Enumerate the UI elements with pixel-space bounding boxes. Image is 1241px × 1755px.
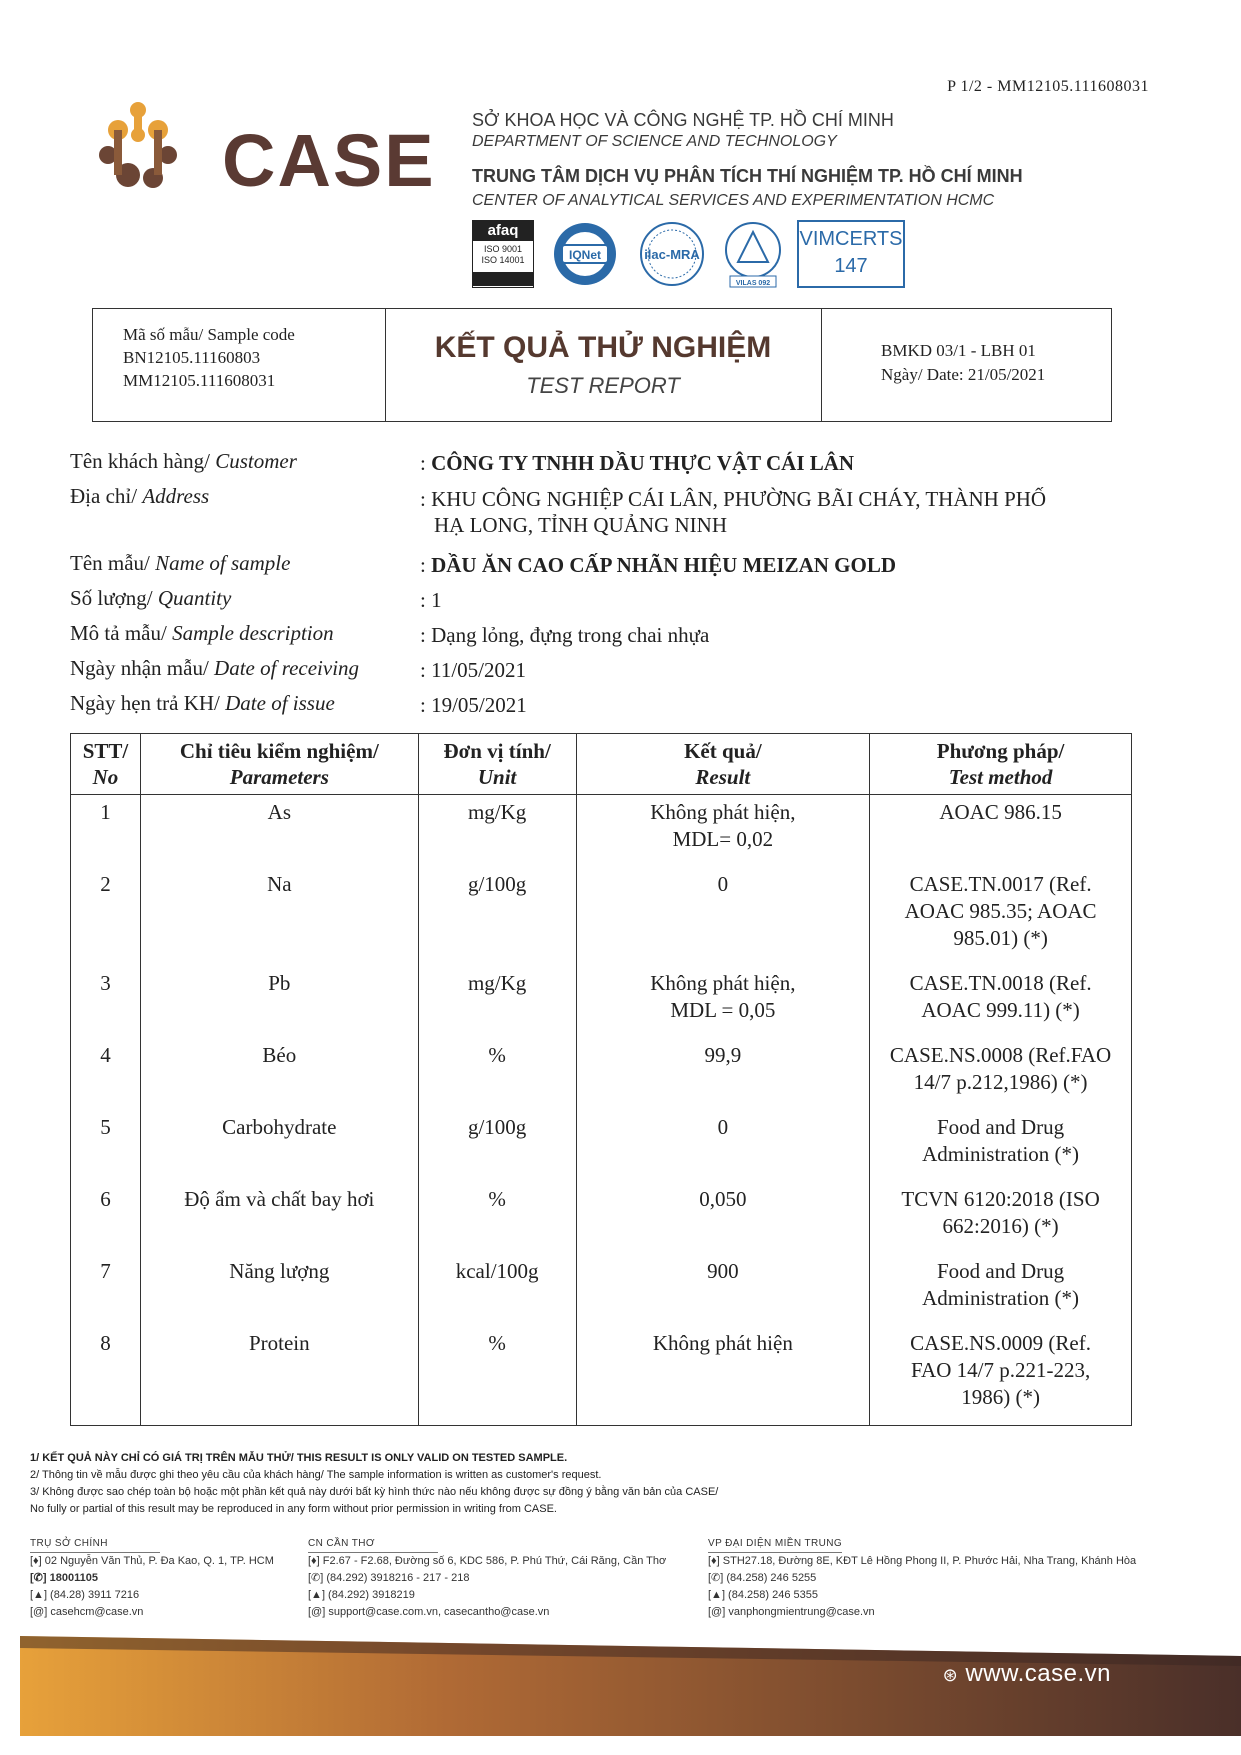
customer-value: : CÔNG TY TNHH DẦU THỰC VẬT CÁI LÂN — [420, 451, 855, 475]
office-email: [@] support@case.com.vn, casecantho@case.vn — [308, 1606, 550, 1618]
sample-code-1: BN12105.11160803 — [123, 348, 261, 367]
afaq-label: afaq — [473, 221, 533, 241]
sample-code-block — [123, 323, 295, 392]
header-parameters-en: Parameters — [229, 765, 329, 789]
quantity-label-vi: Số lượng/ — [70, 586, 153, 610]
sample-label-en: Name of sample — [155, 551, 291, 575]
cell-parameter: Năng lượng — [140, 1254, 418, 1326]
vilas-label: VILAS 092 — [735, 280, 771, 287]
cell-method: CASE.NS.0008 (Ref.FAO 14/7 p.212,1986) (*) — [870, 1038, 1132, 1110]
cell-no: 5 — [71, 1110, 141, 1182]
org-line-1: SỞ KHOA HỌC VÀ CÔNG NGHỆ TP. HỒ CHÍ MINH — [472, 110, 894, 130]
cell-method: TCVN 6120:2018 (ISO 662:2016) (*) — [870, 1182, 1132, 1254]
office-line: [✆] (84.292) 3918216 - 217 - 218 — [308, 1572, 470, 1584]
afaq-cert-icon — [472, 220, 534, 288]
address-label-vi: Địa chỉ/ — [70, 484, 138, 508]
sample-label-vi: Tên mẫu/ — [70, 551, 150, 575]
cell-result: Không phát hiện, MDL= 0,02 — [576, 795, 870, 868]
description-label-vi: Mô tả mẫu/ — [70, 621, 167, 645]
cell-unit: mg/Kg — [418, 795, 576, 868]
cell-parameter: Na — [140, 867, 418, 966]
table-row — [71, 1038, 1132, 1110]
issue-label-en: Date of issue — [225, 691, 335, 715]
customer-label — [70, 449, 297, 474]
table-row — [71, 1110, 1132, 1182]
form-info-block — [881, 339, 1045, 387]
cell-result: 0,050 — [576, 1182, 870, 1254]
report-date: Ngày/ Date: 21/05/2021 — [881, 365, 1046, 384]
afaq-sub-1: ISO 9001 — [483, 244, 523, 254]
org-line-4: CENTER OF ANALYTICAL SERVICES AND EXPERIMENTATION HCMC — [472, 192, 995, 209]
header-unit-vi: Đơn vị tính/ — [443, 739, 551, 763]
office-central — [708, 1535, 1136, 1621]
iqnet-label: IQNet — [568, 248, 602, 262]
cell-parameter: As — [140, 795, 418, 868]
issue-date-label — [70, 691, 335, 716]
cell-result: 99,9 — [576, 1038, 870, 1110]
results-table — [70, 733, 1132, 1426]
vimcerts-cert — [797, 220, 905, 288]
vilas-cert-icon — [718, 220, 788, 288]
issue-date-value: : 19/05/2021 — [420, 693, 527, 717]
office-title: TRỤ SỞ CHÍNH — [30, 1535, 160, 1553]
header-method-vi: Phương pháp/ — [936, 739, 1065, 763]
sample-name: DẦU ĂN CAO CẤP NHÃN HIỆU MEIZAN GOLD — [431, 553, 897, 577]
customer-name: CÔNG TY TNHH DẦU THỰC VẬT CÁI LÂN — [431, 451, 855, 475]
note-3: 3/ Không được sao chép toàn bộ hoặc một phần kết quả này dưới bất kỳ hình thức nào nếu không được sự đồng ý bằng văn bản của CASE/ — [30, 1486, 719, 1498]
quantity-label — [70, 586, 231, 611]
address-label-en: Address — [142, 484, 210, 508]
cell-unit: % — [418, 1182, 576, 1254]
header-method — [870, 734, 1132, 795]
header-unit — [418, 734, 576, 795]
office-hotline: [✆] 18001105 — [30, 1572, 98, 1584]
cell-no: 6 — [71, 1182, 141, 1254]
address-line-2: HẠ LONG, TỈNH QUẢNG NINH — [434, 513, 727, 537]
cell-unit: g/100g — [418, 867, 576, 966]
cell-unit: g/100g — [418, 1110, 576, 1182]
note-4: No fully or partial of this result may be reproduced in any form without prior permission in writing from CASE. — [30, 1503, 557, 1515]
cell-method: Food and Drug Administration (*) — [870, 1254, 1132, 1326]
office-line: [♦] F2.67 - F2.68, Đường số 6, KDC 586, P. Phú Thứ, Cái Răng, Cần Thơ — [308, 1555, 667, 1567]
address-line-1: KHU CÔNG NGHIỆP CÁI LÂN, PHƯỜNG BÃI CHÁY, THÀNH PHỐ — [431, 487, 1047, 511]
office-head — [30, 1535, 274, 1621]
cell-parameter: Protein — [140, 1326, 418, 1426]
customer-label-en: Customer — [215, 449, 297, 473]
cell-method: CASE.TN.0018 (Ref. AOAC 999.11) (*) — [870, 966, 1132, 1038]
cell-no: 8 — [71, 1326, 141, 1426]
cell-unit: kcal/100g — [418, 1254, 576, 1326]
logo-text: CASE — [222, 119, 436, 202]
header-result-en: Result — [695, 765, 751, 789]
vimcerts-label: VIMCERTS — [799, 228, 903, 250]
cell-result: Không phát hiện, MDL = 0,05 — [576, 966, 870, 1038]
table-row — [71, 966, 1132, 1038]
cell-unit: % — [418, 1326, 576, 1426]
office-addresses — [30, 1535, 1210, 1625]
cell-result: 900 — [576, 1254, 870, 1326]
description-label — [70, 621, 334, 646]
cell-result: 0 — [576, 1110, 870, 1182]
table-body — [71, 795, 1132, 1426]
header-unit-en: Unit — [477, 765, 517, 789]
description: Dạng lỏng, đựng trong chai nhựa — [431, 623, 710, 647]
header-result — [576, 734, 870, 795]
office-email: [@] casehcm@case.vn — [30, 1606, 144, 1618]
header-divider — [821, 309, 822, 421]
ilac-label: ilac-MRA — [644, 247, 700, 262]
cell-method: AOAC 986.15 — [870, 795, 1132, 868]
quantity-value: : 1 — [420, 588, 442, 612]
ilac-mra-cert-icon — [634, 220, 710, 288]
cell-parameter: Carbohydrate — [140, 1110, 418, 1182]
globe-icon: ⊛ — [942, 1665, 959, 1685]
cell-unit: mg/Kg — [418, 966, 576, 1038]
afaq-bar — [473, 272, 533, 286]
table-header-row — [71, 734, 1132, 795]
receiving-date-label — [70, 656, 359, 681]
website-text: www.case.vn — [965, 1660, 1111, 1687]
report-subtitle: TEST REPORT — [526, 373, 680, 398]
report-header-box — [92, 308, 1112, 422]
office-line: [▲] (84.28) 3911 7216 — [30, 1589, 140, 1601]
notes — [30, 1450, 718, 1518]
table-row — [71, 867, 1132, 966]
report-title: KẾT QUẢ THỬ NGHIỆM — [434, 331, 772, 364]
cell-parameter: Pb — [140, 966, 418, 1038]
receiving-date: 11/05/2021 — [431, 658, 526, 682]
table-row — [71, 1182, 1132, 1254]
cell-no: 7 — [71, 1254, 141, 1326]
header-divider — [385, 309, 386, 421]
molecule-icon — [99, 102, 177, 188]
cell-no: 3 — [71, 966, 141, 1038]
cell-no: 2 — [71, 867, 141, 966]
cell-parameter: Béo — [140, 1038, 418, 1110]
form-code: BMKD 03/1 - LBH 01 — [881, 341, 1036, 360]
customer-label-vi: Tên khách hàng/ — [70, 449, 210, 473]
cell-unit: % — [418, 1038, 576, 1110]
receiving-label-vi: Ngày nhận mẫu/ — [70, 656, 209, 680]
table-row — [71, 795, 1132, 868]
description-value: : Dạng lỏng, đựng trong chai nhựa — [420, 623, 710, 647]
header-no — [71, 734, 141, 795]
office-line: [✆] (84.258) 246 5255 — [708, 1572, 817, 1584]
quantity-label-en: Quantity — [157, 586, 232, 610]
org-line-3: TRUNG TÂM DỊCH VỤ PHÂN TÍCH THÍ NGHIỆM TP. HỒ CHÍ MINH — [472, 166, 1023, 186]
office-line: [♦] 02 Nguyễn Văn Thủ, P. Đa Kao, Q. 1, TP. HCM — [30, 1555, 274, 1567]
cell-method: Food and Drug Administration (*) — [870, 1110, 1132, 1182]
header-no-vi: STT/ — [82, 739, 129, 763]
header-parameters — [140, 734, 418, 795]
note-2: 2/ Thông tin về mẫu được ghi theo yêu cầu của khách hàng/ The sample information is written as customer's request. — [30, 1469, 602, 1481]
receiving-label-en: Date of receiving — [214, 656, 360, 680]
cell-result: 0 — [576, 867, 870, 966]
issue-label-vi: Ngày hẹn trả KH/ — [70, 691, 220, 715]
org-line-2: DEPARTMENT OF SCIENCE AND TECHNOLOGY — [472, 133, 837, 150]
issue-date: 19/05/2021 — [431, 693, 527, 717]
sample-code-label: Mã số mẫu/ Sample code — [123, 325, 295, 344]
office-line: [♦] STH27.18, Đường 8E, KĐT Lê Hồng Phong II, P. Phước Hải, Nha Trang, Khánh Hòa — [708, 1555, 1137, 1567]
cell-method: CASE.TN.0017 (Ref. AOAC 985.35; AOAC 985.01) (*) — [870, 867, 1132, 966]
office-cantho — [308, 1535, 666, 1621]
table-row — [71, 1326, 1132, 1426]
website-link[interactable] — [943, 1660, 1111, 1688]
cell-method: CASE.NS.0009 (Ref. FAO 14/7 p.221-223, 1986) (*) — [870, 1326, 1132, 1426]
receiving-date-value: : 11/05/2021 — [420, 658, 526, 682]
office-email: [@] vanphongmientrung@case.vn — [708, 1606, 875, 1618]
cell-no: 1 — [71, 795, 141, 868]
header-parameters-vi: Chỉ tiêu kiểm nghiệm/ — [179, 739, 379, 763]
office-line: [▲] (84.258) 246 5355 — [708, 1589, 818, 1601]
address-label — [70, 484, 209, 509]
page-number: P 1/2 - MM12105.111608031 — [947, 78, 1149, 95]
quantity: 1 — [431, 588, 442, 612]
sample-name-label — [70, 551, 290, 576]
header-method-en: Test method — [948, 765, 1053, 789]
iqnet-cert-icon — [548, 220, 622, 288]
sample-code-2: MM12105.111608031 — [123, 371, 276, 390]
sample-name-value: : DẦU ĂN CAO CẤP NHÃN HIỆU MEIZAN GOLD — [420, 553, 897, 577]
cell-parameter: Độ ẩm và chất bay hơi — [140, 1182, 418, 1254]
office-title: VP ĐẠI DIỆN MIỀN TRUNG — [708, 1535, 842, 1553]
office-line: [▲] (84.292) 3918219 — [308, 1589, 415, 1601]
header-no-en: No — [92, 765, 119, 789]
note-1: 1/ KẾT QUẢ NÀY CHỈ CÓ GIÁ TRỊ TRÊN MẪU THỬ/ THIS RESULT IS ONLY VALID ON TESTED SAMPLE. — [30, 1452, 568, 1464]
office-title: CN CẦN THƠ — [308, 1535, 438, 1553]
description-label-en: Sample description — [172, 621, 334, 645]
vimcerts-number: 147 — [834, 255, 868, 277]
table-row — [71, 1254, 1132, 1326]
cell-result: Không phát hiện — [576, 1326, 870, 1426]
cell-no: 4 — [71, 1038, 141, 1110]
header-result-vi: Kết quả/ — [684, 739, 762, 763]
address-value: : KHU CÔNG NGHIỆP CÁI LÂN, PHƯỜNG BÃI CHÁY, THÀNH PHỐ HẠ LONG, TỈNH QUẢNG NINH — [420, 487, 1047, 537]
afaq-sub-2: ISO 14001 — [481, 255, 525, 265]
